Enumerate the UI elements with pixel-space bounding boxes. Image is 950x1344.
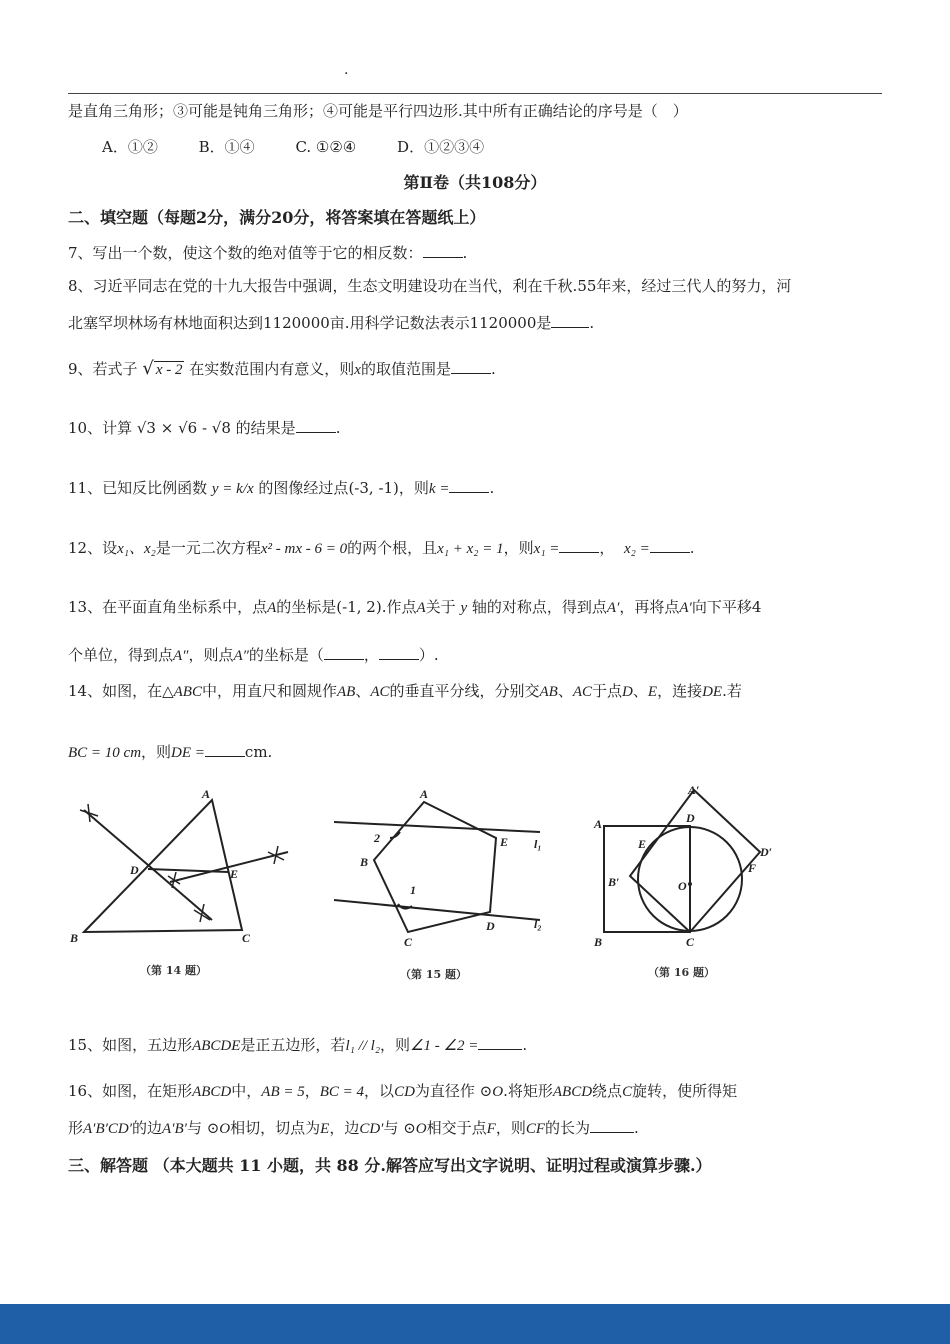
f16-label-a: A: [594, 817, 603, 831]
answer-blank: [423, 243, 463, 258]
answer-blank: [296, 418, 336, 433]
f15-label-e: E: [500, 835, 509, 849]
answer-blank: [590, 1118, 634, 1133]
answer-blank: [559, 538, 599, 553]
f15-label-b: B: [360, 855, 369, 869]
figure-14-caption: （第 14 题）: [140, 964, 207, 977]
f16-label-b-prime: B′: [608, 875, 620, 889]
figure-15: [330, 780, 570, 980]
footer-bar: [0, 1304, 950, 1344]
question-16-line1: 16、如图，在矩形ABCD中，AB = 5，BC = 4，以CD为直径作 ⊙O.将矩形ABCD绕点C旋转，使所得矩: [68, 1082, 738, 1100]
question-13-line1: 13、在平面直角坐标系中，点A的坐标是(-1, 2).作点A关于 y 轴的对称点，得到点A′，再将点A′向下平移4: [68, 598, 762, 616]
f15-label-a: A: [420, 787, 429, 801]
figure-16: [590, 780, 790, 980]
section-2-heading: 二、填空题（每题2分，满分20分，将答案填在答题纸上）: [68, 208, 486, 227]
option-c: C. ①②④: [295, 138, 357, 156]
f16-label-d: D: [686, 811, 695, 825]
f15-label-1: 1: [410, 883, 416, 897]
part-title: 第Ⅱ卷（共108分）: [403, 173, 547, 192]
f14-label-b: B: [70, 931, 79, 945]
f16-label-d-prime: D′: [760, 845, 773, 859]
question-15: 15、如图，五边形ABCDE是正五边形，若l₁ // l₂，则∠1 - ∠2 = .: [68, 1036, 528, 1054]
f14-label-e: E: [230, 867, 239, 881]
section-3-heading: 三、解答题 （本大题共 11 小题，共 88 分.解答应写出文字说明、证明过程或演算步骤.）: [68, 1156, 712, 1175]
f15-label-2: 2: [374, 831, 380, 845]
option-b: B．①④: [198, 138, 255, 156]
answer-blank: [478, 1035, 522, 1050]
f14-label-a: A: [202, 787, 211, 801]
q6-options: [102, 136, 484, 157]
question-13-line2: 个单位，得到点A″，则点A″的坐标是（ ， ）.: [68, 646, 439, 664]
f16-label-o: O: [678, 879, 687, 893]
f16-label-b: B: [594, 935, 603, 949]
answer-blank: [449, 478, 489, 493]
question-14-line2: BC = 10 cm，则DE = cm.: [68, 743, 273, 761]
answer-blank: [451, 359, 491, 374]
question-16-line2: 形A′B′CD′的边A′B′与 ⊙O相切，切点为E，边CD′与 ⊙O相交于点F，则CF的长为 .: [68, 1119, 639, 1137]
question-8-line2: 北塞罕坝林场有林地面积达到1120000亩.用科学记数法表示1120000是 .: [68, 314, 595, 332]
header-rule: [68, 93, 882, 94]
answer-blank: [551, 313, 589, 328]
question-12: 12、设x₁、x₂是一元二次方程x² - mx - 6 = 0的两个根，且x₁ + x₂ = 1，则x₁ = ， x₂ = .: [68, 539, 695, 557]
answer-blank: [205, 742, 245, 757]
option-a: A．①②: [102, 138, 158, 156]
f14-label-c: C: [242, 931, 251, 945]
option-d: D．①②③④: [397, 138, 485, 156]
question-7: 7、写出一个数，使这个数的绝对值等于它的相反数： .: [68, 244, 468, 262]
question-14-line1: 14、如图，在△ABC中，用直尺和圆规作AB、AC的垂直平分线，分别交AB、AC于点D、E，连接DE.若: [68, 682, 742, 700]
figure-15-caption: （第 15 题）: [400, 968, 467, 980]
f16-label-f: F: [748, 861, 757, 875]
f15-label-c: C: [404, 935, 413, 949]
f16-label-a-prime: A′: [688, 783, 700, 797]
question-8-line1: 8、习近平同志在党的十九大报告中强调，生态文明建设功在当代，利在千秋.55年来，经过三代人的努力，河: [68, 277, 792, 295]
f16-label-c: C: [686, 935, 695, 949]
question-10: 10、计算 √3 × √6 - √8 的结果是 .: [68, 419, 341, 437]
figure-16-caption: （第 16 题）: [648, 966, 715, 979]
f15-label-l2: l₂: [534, 917, 542, 931]
f16-label-e: E: [638, 837, 647, 851]
answer-blank: [324, 645, 364, 660]
answer-blank: [379, 645, 419, 660]
question-9: 9、若式子 √ x - 2 在实数范围内有意义，则x的取值范围是 .: [68, 358, 496, 379]
q6-continuation: 是直角三角形；③可能是钝角三角形；④可能是平行四边形.其中所有正确结论的序号是（ ）: [68, 102, 688, 120]
header-dot: .: [344, 62, 349, 78]
f15-label-d: D: [486, 919, 495, 933]
figure-14: [70, 780, 310, 980]
question-11: 11、已知反比例函数 y = k/x 的图像经过点(-3, -1)，则k = .: [68, 479, 495, 497]
f15-label-l1: l₁: [534, 837, 542, 851]
answer-blank: [650, 538, 690, 553]
f14-label-d: D: [130, 863, 139, 877]
